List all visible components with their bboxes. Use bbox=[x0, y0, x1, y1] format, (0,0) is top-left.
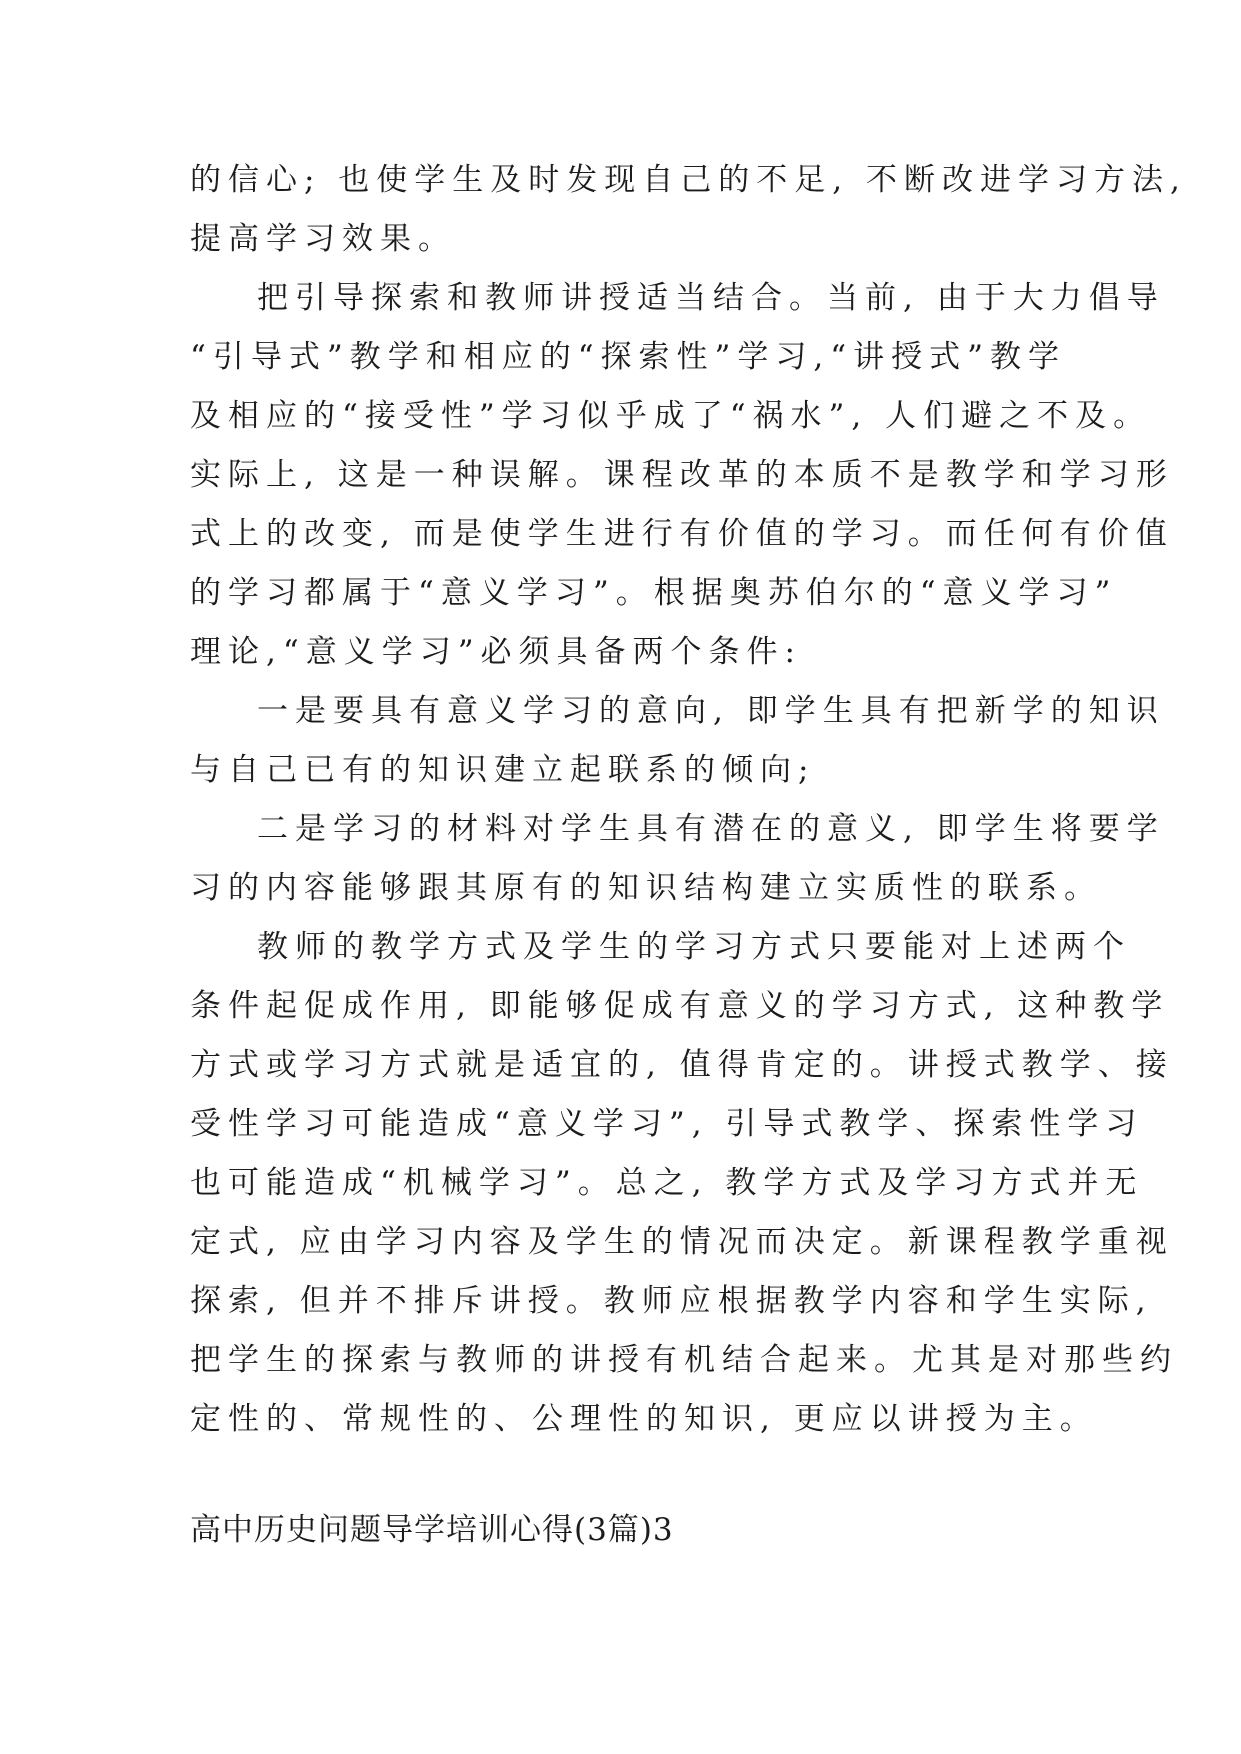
paragraph-line: 的学习都属于“意义学习”。根据奥苏伯尔的“意义学习” bbox=[190, 575, 1118, 611]
paragraph-line: 理论,“意义学习”必须具备两个条件: bbox=[190, 634, 802, 670]
paragraph-line: “引导式”教学和相应的“探索性”学习,“讲授式”教学 bbox=[190, 339, 1066, 375]
paragraph-line: 的信心; 也使学生及时发现自己的不足, 不断改进学习方法, bbox=[190, 162, 1187, 198]
paragraph-line: 教师的教学方式及学生的学习方式只要能对上述两个 bbox=[257, 929, 1131, 965]
paragraph-line: 定式, 应由学习内容及学生的情况而决定。新课程教学重视 bbox=[190, 1224, 1174, 1260]
paragraph-line: 一是要具有意义学习的意向, 即学生具有把新学的知识 bbox=[257, 693, 1165, 729]
paragraph-line: 二是学习的材料对学生具有潜在的意义, 即学生将要学 bbox=[257, 811, 1165, 847]
paragraph-line: 也可能造成“机械学习”。总之, 教学方式及学习方式并无 bbox=[190, 1165, 1144, 1201]
paragraph-line: 探索, 但并不排斥讲授。教师应根据教学内容和学生实际, bbox=[190, 1283, 1153, 1319]
paragraph-line: 受性学习可能造成“意义学习”, 引导式教学、探索性学习 bbox=[190, 1106, 1144, 1142]
paragraph-line: 与自己已有的知识建立起联系的倾向; bbox=[190, 752, 816, 788]
paragraph-line: 方式或学习方式就是适宜的, 值得肯定的。讲授式教学、接 bbox=[190, 1047, 1174, 1083]
paragraph-line: 式上的改变, 而是使学生进行有价值的学习。而任何有价值 bbox=[190, 516, 1174, 552]
paragraph-line: 提高学习效果。 bbox=[190, 221, 456, 257]
paragraph-line: 条件起促成作用, 即能够促成有意义的学习方式, 这种教学 bbox=[190, 988, 1170, 1024]
paragraph-line: 定性的、常规性的、公理性的知识, 更应以讲授为主。 bbox=[190, 1401, 1098, 1437]
paragraph-line: 及相应的“接受性”学习似乎成了“祸水”, 人们避之不及。 bbox=[190, 398, 1152, 434]
paragraph-line: 把学生的探索与教师的讲授有机结合起来。尤其是对那些约 bbox=[190, 1342, 1178, 1378]
paragraph-line: 习的内容能够跟其原有的知识结构建立实质性的联系。 bbox=[190, 870, 1102, 906]
paragraph-line: 把引导探索和教师讲授适当结合。当前, 由于大力倡导 bbox=[257, 280, 1165, 316]
paragraph-line: 实际上, 这是一种误解。课程改革的本质不是教学和学习形 bbox=[190, 457, 1174, 493]
section-heading: 高中历史问题导学培训心得(3篇)3 bbox=[190, 1512, 674, 1548]
